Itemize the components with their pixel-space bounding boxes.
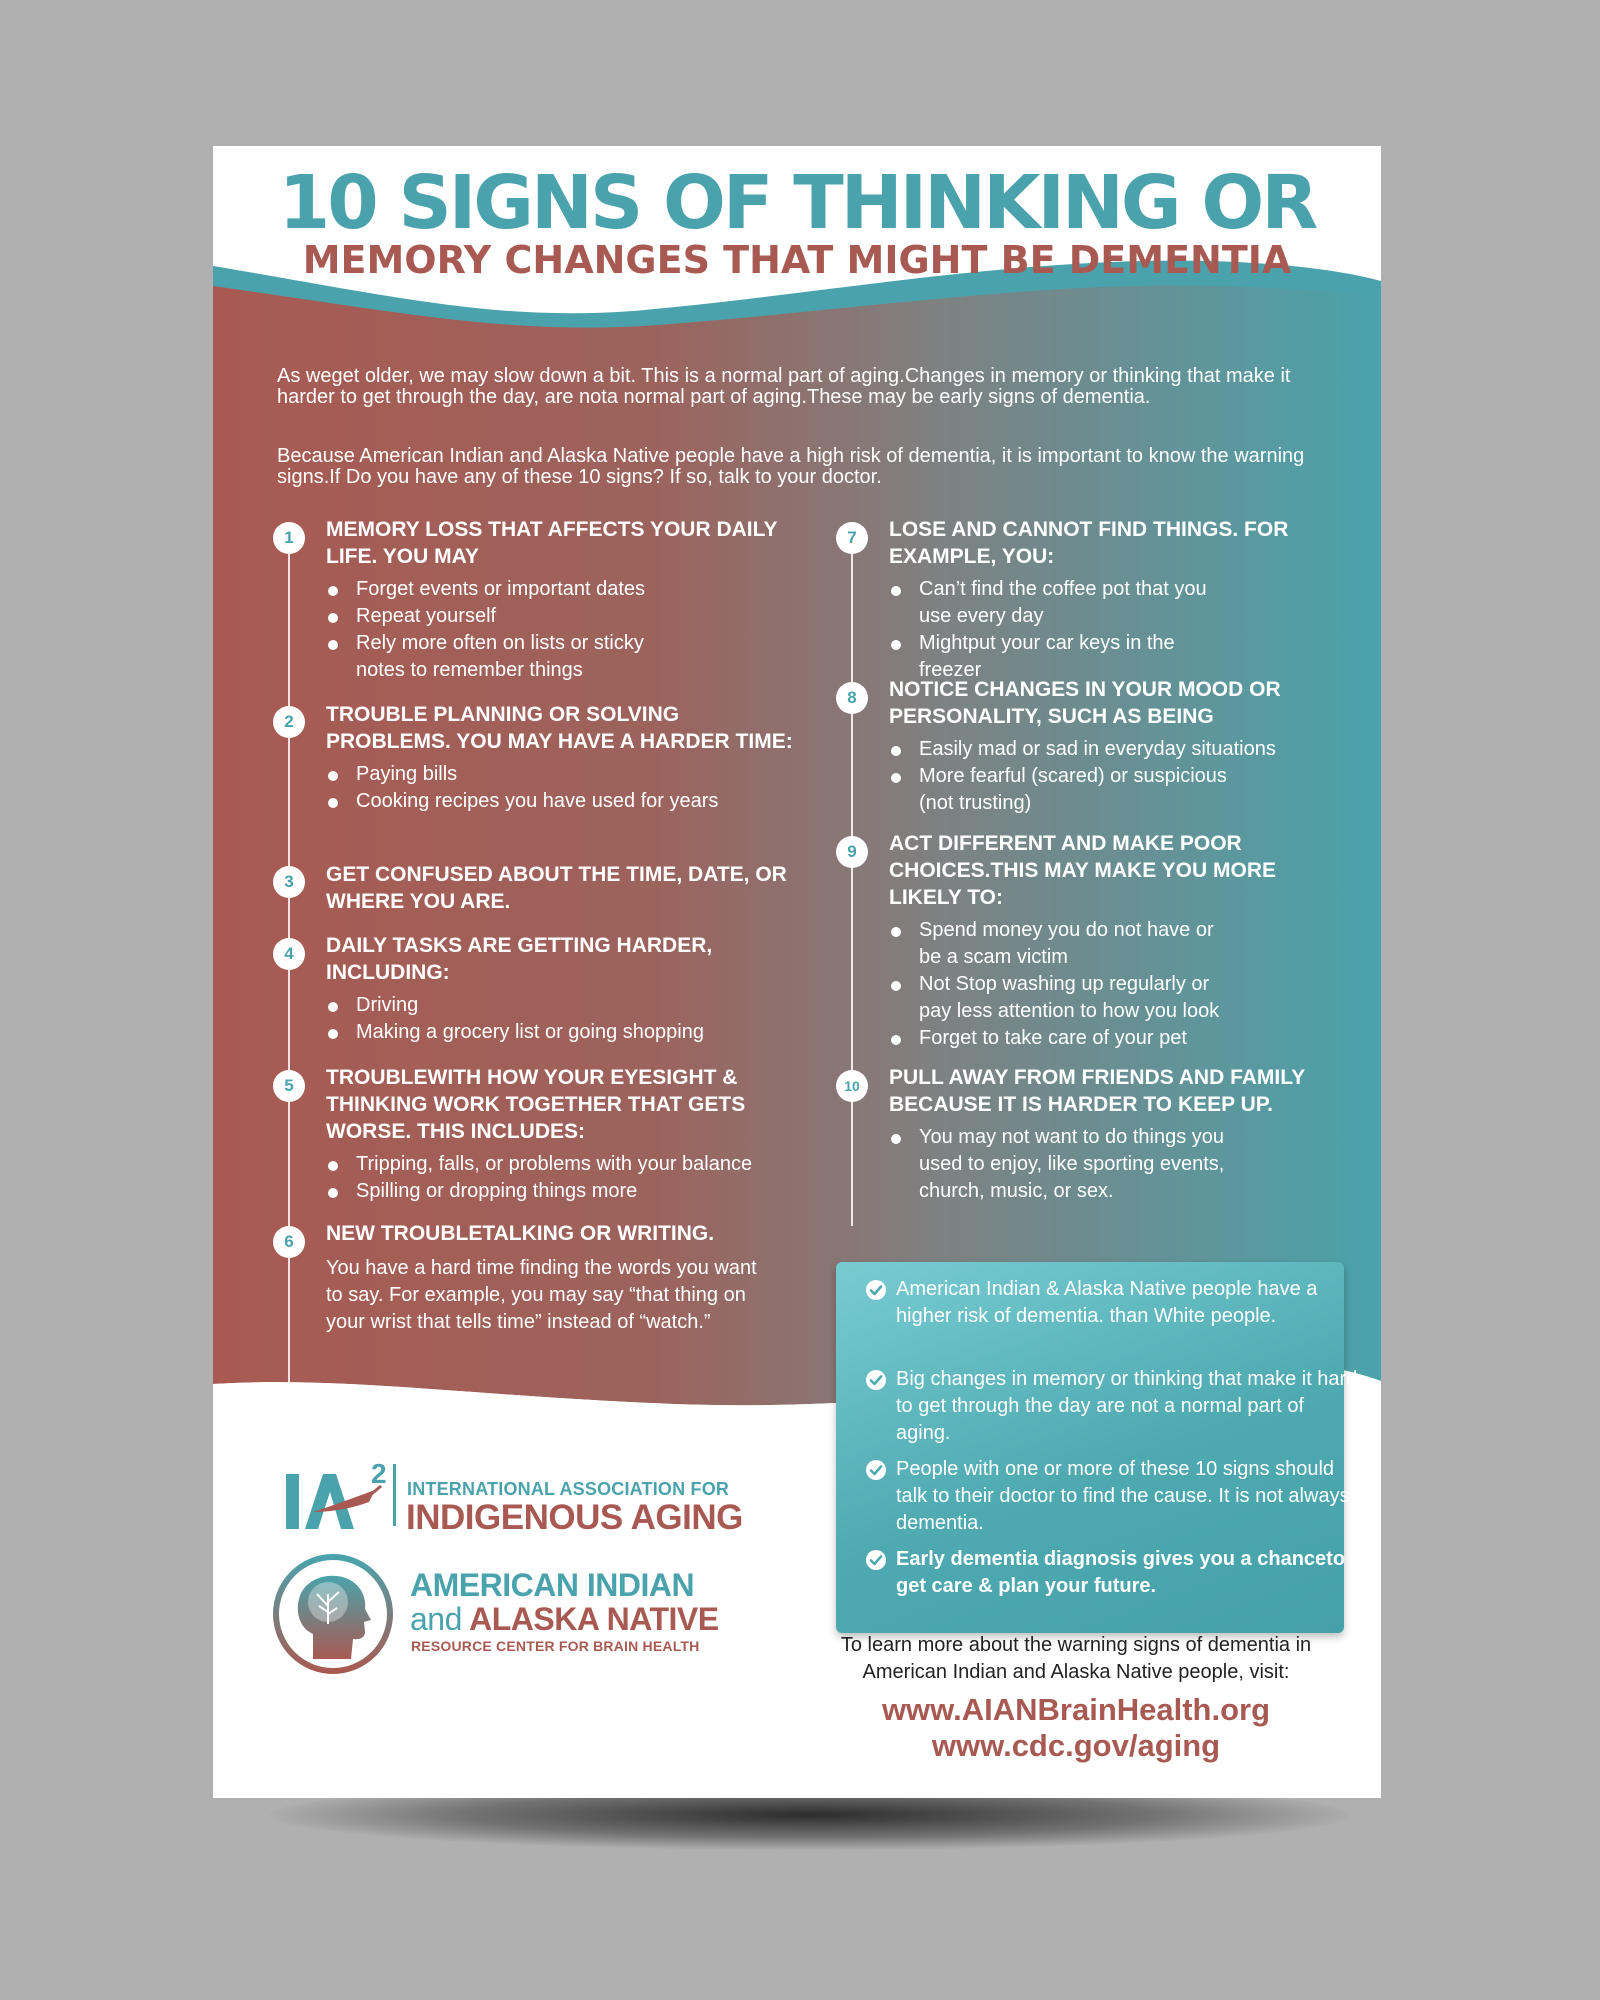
sign-9 (889, 830, 1329, 1052)
right-timeline (851, 546, 853, 1226)
aian-line-1: AMERICAN INDIAN (410, 1567, 695, 1603)
sign-number-badge: 3 (273, 866, 305, 898)
check-circle-icon (866, 1370, 886, 1390)
list-item: Cooking recipes you have used for years (326, 788, 796, 815)
check-circle-icon (866, 1550, 886, 1570)
sign-number-badge: 5 (273, 1070, 305, 1102)
title-line-1: 10 SIGNS OF THINKING OR (278, 160, 1316, 246)
list-item: Making a grocery list or going shopping (326, 1019, 786, 1046)
fact-item: People with one or more of these 10 signs should talk to their doctor to find the cause. It is not always dementia. (866, 1456, 1358, 1537)
sign-number-badge: 2 (273, 706, 305, 738)
sign-number-badge: 1 (273, 522, 305, 554)
fact-item: Early dementia diagnosis gives you a chanceto get care & plan your future. (866, 1546, 1358, 1600)
sign-heading: LOSE AND CANNOT FIND THINGS. FOR EXAMPLE, YOU: (889, 518, 1289, 568)
sign-heading: NEW TROUBLETALKING OR WRITING. (326, 1222, 715, 1245)
list-item: Can’t find the coffee pot that you use every day (889, 576, 1219, 630)
left-timeline (288, 546, 290, 1496)
fact-item: American Indian & Alaska Native people have a higher risk of dementia. than White people. (866, 1276, 1358, 1330)
sign-7 (889, 516, 1329, 684)
sign-number-badge: 9 (836, 836, 868, 868)
sign-5 (326, 1064, 806, 1205)
sign-10 (889, 1064, 1329, 1205)
aian-line-2 (410, 1601, 719, 1638)
sign-6 (326, 1220, 796, 1336)
list-item: More fearful (scared) or suspicious (not trusting) (889, 763, 1249, 817)
list-item: Easily mad or sad in everyday situations (889, 736, 1329, 763)
aian-and: and (410, 1601, 462, 1637)
sign-8 (889, 676, 1329, 817)
list-item: Not Stop washing up regularly or pay less attention to how you look (889, 971, 1239, 1025)
learn-more-text: To learn more about the warning signs of dementia in American Indian and Alaska Native people, visit: (840, 1634, 1312, 1683)
sign-number-badge: 8 (836, 682, 868, 714)
sign-heading: PULL AWAY FROM FRIENDS AND FAMILY BECAUSE IT IS HARDER TO KEEP UP. (889, 1066, 1305, 1116)
sign-number-badge: 10 (836, 1070, 868, 1102)
ia2-org-line-2: INDIGENOUS AGING (406, 1498, 743, 1537)
sign-number-badge: 7 (836, 522, 868, 554)
svg-text:2: 2 (371, 1458, 387, 1489)
aian-line-3: RESOURCE CENTER FOR BRAIN HEALTH (411, 1638, 700, 1654)
list-item: Forget to take care of your pet (889, 1025, 1239, 1052)
logo-divider (393, 1464, 396, 1526)
list-item: Tripping, falls, or problems with your balance (326, 1151, 806, 1178)
brain-tree-head-logo (273, 1554, 393, 1674)
intro-paragraph-1: As weget older, we may slow down a bit. This is a normal part of aging.Changes in memory or thinking that make it harder to get through the day, are nota normal part of aging.These may be early signs of dementia. (277, 365, 1291, 408)
list-item: Mightput your car keys in the freezer (889, 630, 1219, 684)
list-item: Repeat yourself (326, 603, 686, 630)
sign-description: You have a hard time finding the words you want to say. For example, you may say “that thing on your wrist that tells time” instead of “watch.” (326, 1257, 757, 1333)
sign-number-badge: 6 (273, 1226, 305, 1258)
list-item: Forget events or important dates (326, 576, 686, 603)
ia2-org-line-1: INTERNATIONAL ASSOCIATION FOR (407, 1479, 730, 1499)
list-item: You may not want to do things you used to enjoy, like sporting events, church, music, or sex. (889, 1124, 1269, 1205)
ia2-feather-logo (283, 1456, 398, 1536)
list-item: Paying bills (326, 761, 796, 788)
check-circle-icon (866, 1280, 886, 1300)
list-item: Spend money you do not have or be a scam victim (889, 917, 1239, 971)
sign-2 (326, 701, 796, 815)
aian-alaska-native: ALASKA NATIVE (469, 1601, 719, 1637)
url-cdc-aging[interactable]: www.cdc.gov/aging (931, 1728, 1221, 1763)
title-line-2: MEMORY CHANGES THAT MIGHT BE DEMENTIA (302, 238, 1292, 282)
sign-heading: TROUBLE PLANNING OR SOLVING PROBLEMS. YOU MAY HAVE A HARDER TIME: (326, 703, 793, 753)
check-circle-icon (866, 1460, 886, 1480)
intro-paragraph-2: Because American Indian and Alaska Native people have a high risk of dementia, it is important to know the warning signs.If Do you have any of these 10 signs? If so, talk to your doctor. (277, 445, 1305, 488)
fact-item: Big changes in memory or thinking that make it hard to get through the day are not a normal part of aging. (866, 1366, 1358, 1447)
sign-3 (326, 861, 806, 915)
list-item: Spilling or dropping things more (326, 1178, 806, 1205)
list-item: Driving (326, 992, 786, 1019)
sign-heading: MEMORY LOSS THAT AFFECTS YOUR DAILY LIFE. YOU MAY (326, 518, 778, 568)
sign-1 (326, 516, 786, 684)
sign-4 (326, 932, 786, 1046)
sign-heading: GET CONFUSED ABOUT THE TIME, DATE, OR WHERE YOU ARE. (326, 863, 787, 913)
sign-heading: DAILY TASKS ARE GETTING HARDER, INCLUDING: (326, 934, 713, 984)
list-item: Rely more often on lists or sticky notes to remember things (326, 630, 686, 684)
sign-heading: TROUBLEWITH HOW YOUR EYESIGHT & THINKING WORK TOGETHER THAT GETS WORSE. THIS INCLUDES: (326, 1066, 746, 1143)
sign-heading: ACT DIFFERENT AND MAKE POOR CHOICES.THIS MAY MAKE YOU MORE LIKELY TO: (889, 832, 1277, 909)
key-facts-box (836, 1262, 1358, 1633)
sign-number-badge: 4 (273, 938, 305, 970)
url-aian-brain-health[interactable]: www.AIANBrainHealth.org (881, 1692, 1271, 1727)
sign-heading: NOTICE CHANGES IN YOUR MOOD OR PERSONALITY, SUCH AS BEING (889, 678, 1281, 728)
flyer (213, 146, 1381, 1798)
